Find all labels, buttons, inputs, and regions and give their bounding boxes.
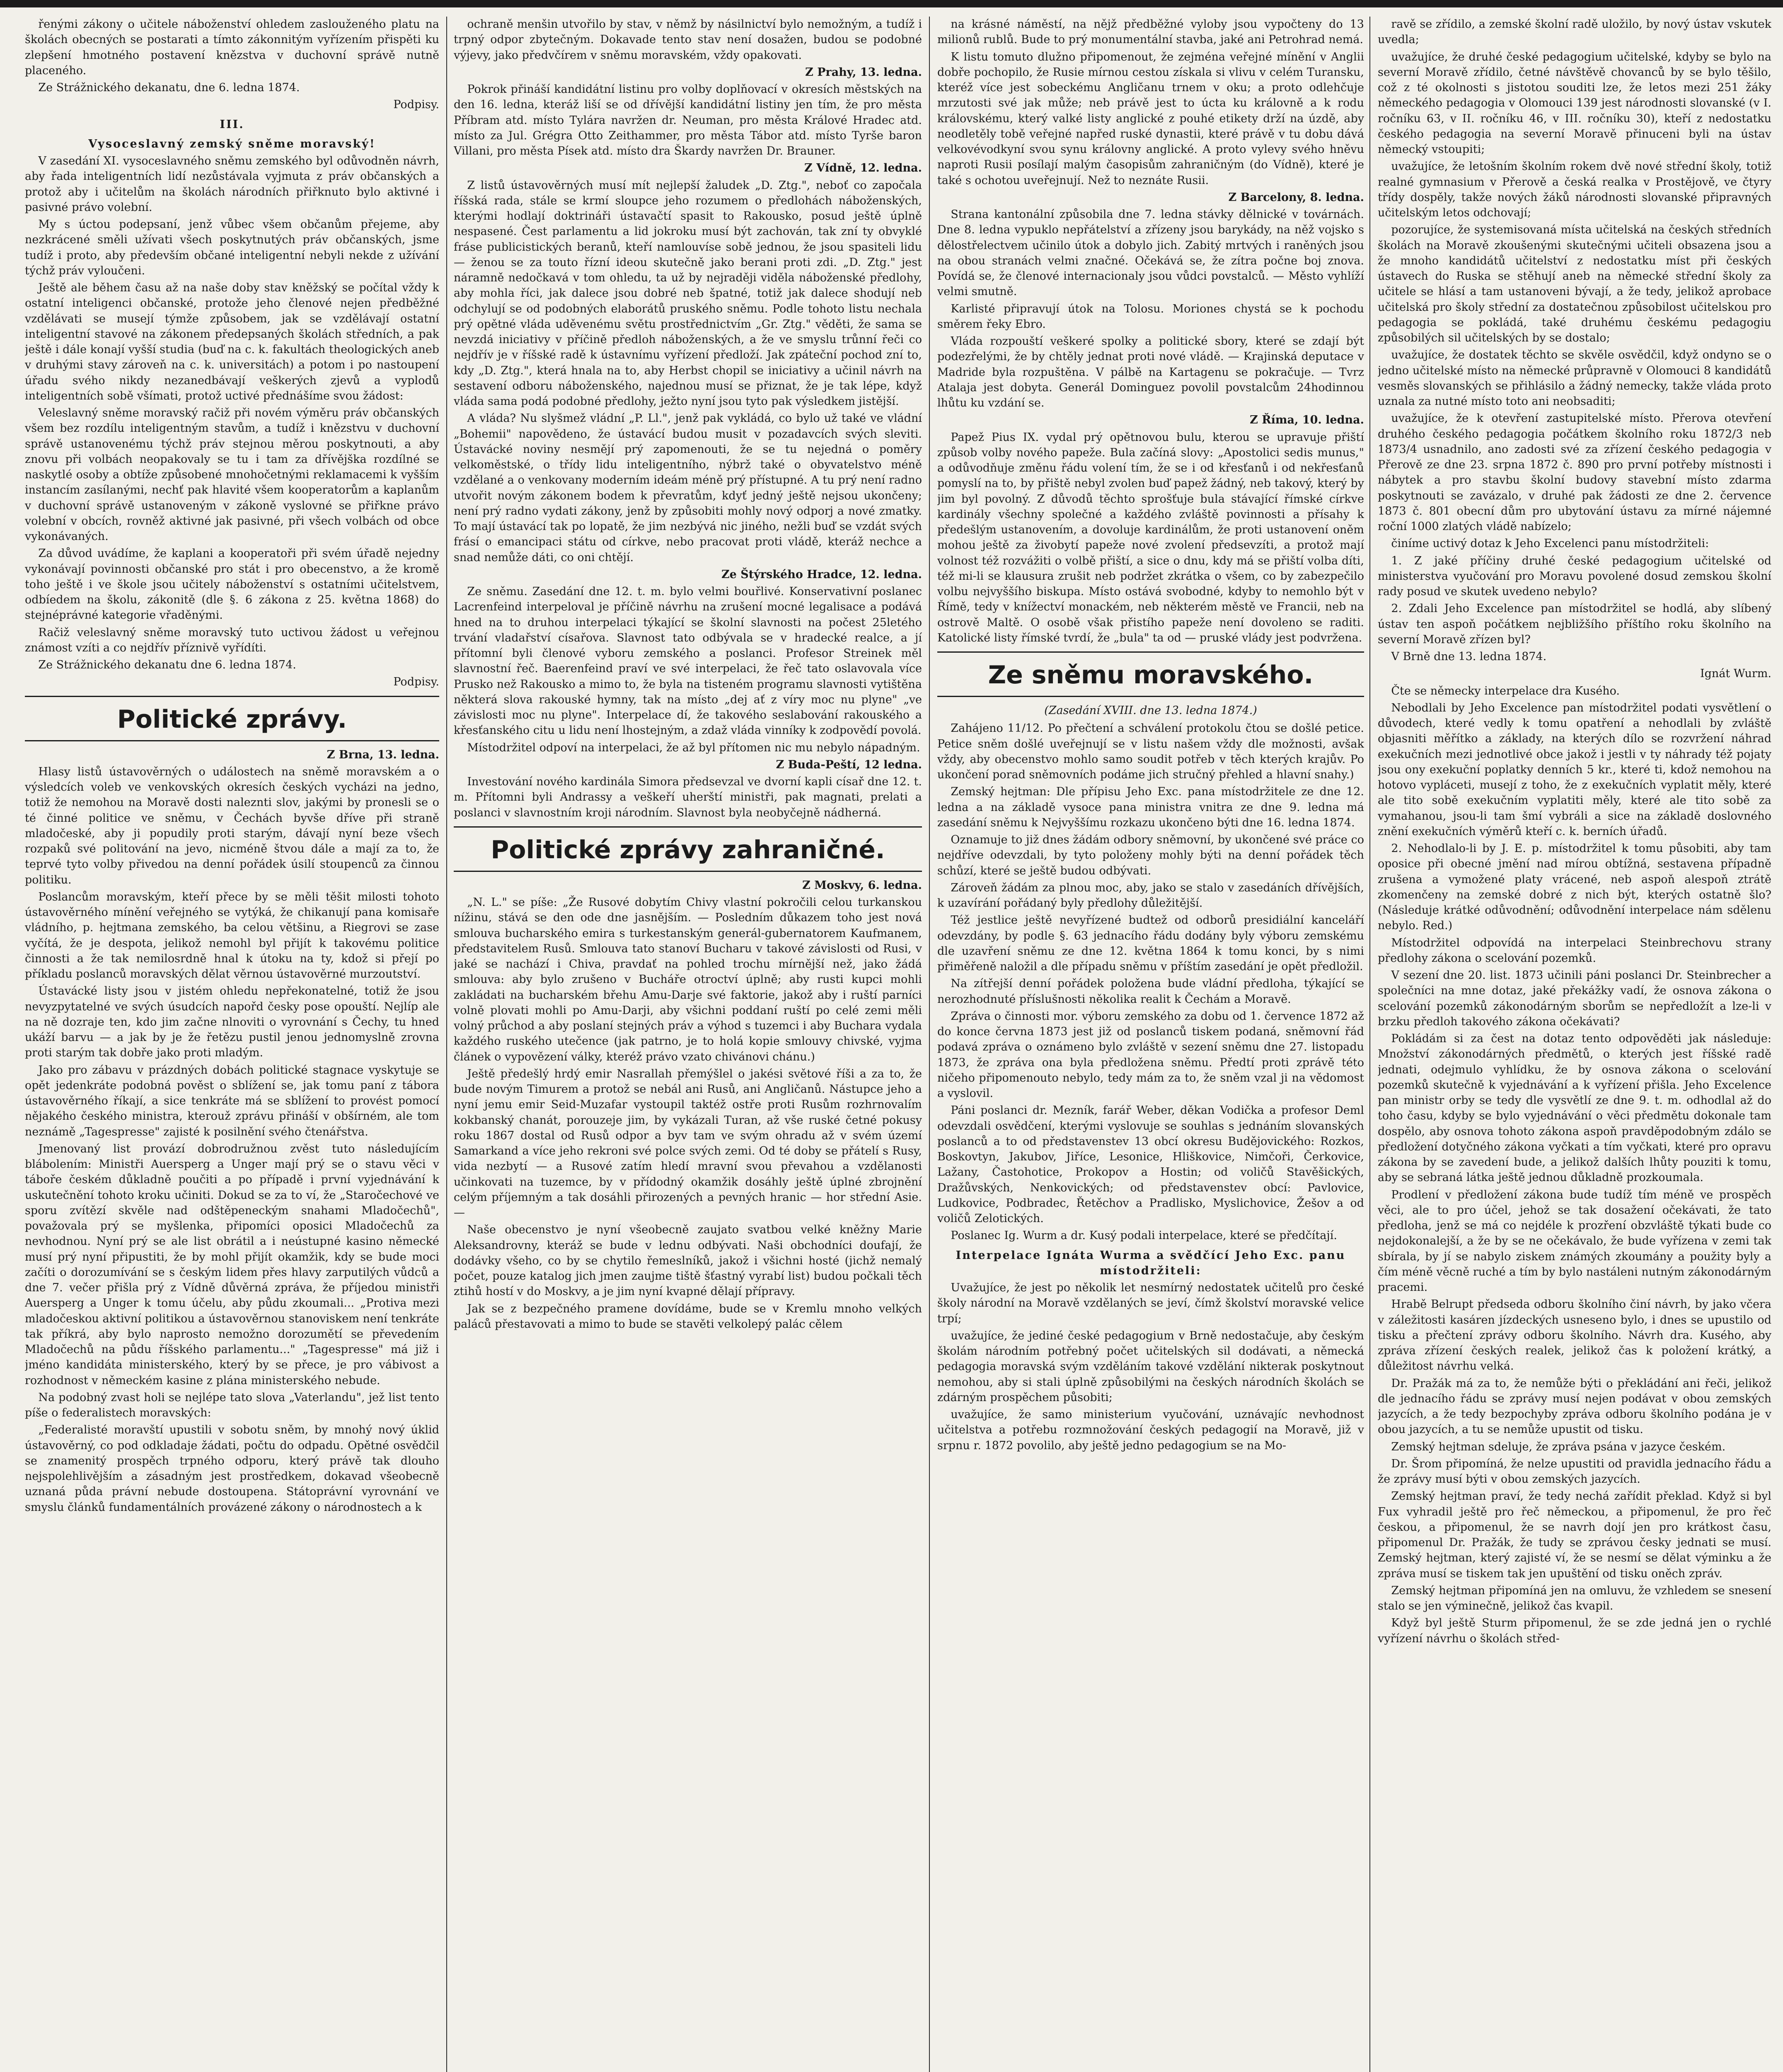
paragraph: Za důvod uvádíme, že kaplani a kooperatoři při svém úřadě nejedny vykonávají povinnosti občanské pro stát i pro obecenstvo, a že kromě toho ještě i ve škole jsou učitely náboženství s ostatními učitelstvem, odbíedem na školu, zákonitě (dle §. 6 zákona z 25. května 1868) do stejnéprávné kategorie vřaděnými. bbox=[25, 547, 439, 622]
paragraph: Místodržitel odpovídá na interpelaci Steinbrechovu strany předlohy zákona o scelování pozemků. bbox=[1378, 936, 1771, 965]
column-3 bbox=[937, 17, 1364, 2072]
dateline: Z Buda-Peští, 12 ledna. bbox=[776, 758, 922, 771]
paragraph: Čte se německy interpelace dra Kusého. bbox=[1391, 684, 1620, 697]
paragraph: Na zítřejší denní pořádek položena bude vládní předloha, týkající se nerozhodnuté příslušnosti několika realit k Čechám a Moravě. bbox=[937, 977, 1364, 1006]
column-divider bbox=[446, 17, 447, 2072]
paragraph: Jak se z bezpečného pramene dovídáme, bude se v Kremlu mnoho velkých paláců přestavovati a mimo to bude se stavěti velkolepý palác cělem bbox=[454, 1302, 922, 1331]
paragraph: Zahájeno 11/12. Po přečtení a schválení protokolu čtou se došlé petice. Petice sněm došlé uveřejnují se v listu našem vždy dle možnosti, avšak vždy, aby obecenstvo mohlo samo soudit potřeb v těch kterých krajův. Po ukončení porad sněmovních podáme jich stručný přehled a hlavní snahy.) bbox=[937, 722, 1364, 781]
dateline: Ze Štýrského Hradce, 12. ledna. bbox=[721, 568, 922, 581]
top-border bbox=[0, 0, 1783, 7]
interpellation-heading: Interpelace Ignáta Wurma a svědčící Jeho Exc. panu místodržiteli: bbox=[956, 1249, 1346, 1277]
paragraph: 1. Z jaké příčiny druhé české pedagogium učitelské od ministerstva vyučování pro Moravu povolené dosud zemskou školní rady posud ve skutek uvedeno nebylo? bbox=[1378, 554, 1771, 598]
column-4 bbox=[1378, 17, 1771, 2072]
paragraph: Hlasy listů ústavověrných o událostech na sněmě moravském a o výsledcích voleb ve venkovských okresích českých vycházi na jedno, totiž že nemohou na Moravě dosti naleznti slov, jakými by pronesli se o té činné politice ve sněmu, v Čechách byvše dříve při straně mladočeské, aby ji popudily proti starým, dávají nyní beze všech rozpaků své politování na jevo, nicméně štvou dále a mají za to, že teprvé tyto volby přivedou na denní pořádek úsilí stoupenců za činnou politiku. bbox=[25, 765, 439, 886]
column-divider bbox=[929, 17, 930, 2072]
paragraph: Ústavácké listy jsou v jistém ohledu nepřekonatelné, totiž že jsou nevyzpytatelné ve svých úsudcích napořd česky pose opouští. Nejlíp ale na ně dozraje ten, kdo jim začne nlnoviti o vyrovnání s Čechy, tu hned ukáží barvu — a jak by je že řetězu pustil jenou jednomyslně zrovna proti starým tak dobře jako proti mladým. bbox=[25, 985, 439, 1060]
paragraph: pozorujíce, že systemisovaná místa učitelská na českých středních školách na Moravě zkoušenými skutečnými učiteli obsazena jsou a že mnoho kandidátů učitelství z nedostatku míst při českých ústavech do Ruska se stěhují aneb na německé střední školy za učitele se hlásí a tam ustanoveni bývají, a že tedy, jelikož aprobace učitelská pro školy střední za dostatečnou způsobilost učitelskou pro pedagogia se pokládá, také druhému českému pedagogiu způsobilých sil učitelských by se dostalo; bbox=[1378, 223, 1771, 344]
paragraph: uvažujíce, že k otevření zastupitelské místo. Přerova otevření druhého českého pedagogia počátkem školního roku 1872/3 neb 1873/4 usnadnilo, ano zadosti své za zřízení českého pedagogia v Přerově ze dne 23. srpna 1872 č. 890 pro první potřeby místnosti i nábytek a pro stavbu školní budovy stavební místo zdarma poskytnouti se zavázalo, v druhé pak žádosti ze dne 2. července 1873 č. 801 obecní dům pro ubytování ústavu za mírné nájemné roční 1000 zlatých vládě nabízelo; bbox=[1378, 412, 1771, 533]
paragraph: Pokládám si za čest na dotaz tento odpověděti jak následuje: Množství zákonodárných předmětů, o kterých jest říšské radě jednati, odejmulo vyhlídku, že by osnova zákona o scelování pozemků skutečně k vyjednávání a k vyřízení přišla. Jeho Excelence pan ministr orby se tedy dle vysvětlí ze dne 9. t. m. odhodlal až do toho času, kdyby se bylo vyjednávání o věci předmětu dokonale tam dospělo, aby osnova tohoto zákona aspoň pravděpodobným zdálo se předložení dotyčného zákona vyčkati a tím vyčkati, které pro opravu zákona by se zavedení bude, a jelikož dalších lhůty pouziti k tomu, aby se sebraná látka ještě jednou důkladně prozkoumala. bbox=[1378, 1032, 1771, 1184]
paragraph: Poslancům moravským, kteří přece by se měli těšit milosti tohoto ústavověrného mínění veřejného se vytýká, že chikanují pana komisaře vládního, p. hejtmana zemského, ba celou většinu, a Riegrovi se zase vyčítá, že je despota, jelikož nemohl byl přijít k takovému politice činnosti a že tak nemilosrdně hnal k útoku na ty, kdož si přejí po příkladu poslanců moravských dělat věrnou ústavověrné murzoutství. bbox=[25, 890, 439, 980]
paragraph: Veleslavný sněme moravský račiž při novém výměru práv občanských všem bez rozdílu inteligentným stavům, a tudíž i knězstvu v duchovní správě ustanovenému týchž práv stejnou měrou poskytnouti, a aby znovu při volbách neopakovaly se tu i tam za dřívějška rozdílné se naskytlé osoby a obtíže způsobené mnohočetnými reklamacemi k vyšším instancím zasílanými, nechť pak hlavité všem kooperatorům a kaplanům v duchovní správě ustanoveným v zákoně vyslovné se přiřkne právo volební v obcích, rovněž aktivné jak pasivné, při všech volbách od obce vykonávaných. bbox=[25, 407, 439, 543]
dateline: Z Vídně, 12. ledna. bbox=[804, 162, 922, 175]
paragraph: Ze sněmu. Zasedání dne 12. t. m. bylo velmi bouřlivé. Konservativní poslanec Lacrenfeind interpeloval je příčině návrhu na zrušení mocné legalisace a podává hned na to druhou interpelaci týkající se školní slavnosti na počest 25letého trvání vladařství císařova. Slavnost tato odbývala se v hradecké realce, a jí přítomní byli členové vyboru zemského a poslanci. Profesor Streinek měl slavnostní řeč. Baerenfeind praví ve své interpelaci, že řeč tato oslavovala více Prusko než Rakousko a mimo to, že byla na tisteném programu slavnosti vytištěna některá slova rakouské hymny, tak na místo „dej ať z víry moc nu plyne" „ve závislosti moc nu plyne". Interpelace dí, že takového seslabování rakouského a křesťanského citu u lidu není lhostejným, a zdaž vláda vinníky k zodpovědí povolá. bbox=[454, 585, 922, 737]
column-divider bbox=[1369, 17, 1370, 2072]
section-rule bbox=[454, 826, 922, 828]
paragraph: Páni poslanci dr. Mezník, farář Weber, děkan Vodička a profesor Deml odevzdali osvědčení, kterými vyslovuje se souhlas s jednáním slovanských poslanců a to od představenstev 13 obcí okresu Budějovického: Rozkos, Boskovtyn, Jakubov, Jiříce, Lesonice, Hliškovice, Nimčoři, Čerkovice, Lažany, Častohotice, Prokopov a Hostin; od voličů Stavěšických, Dražůvských, Nenkovických; od představenstev obcí: Pavlovice, Ludkovice, Podbradec, Řetěchov a Pradlisko, Myslichovice, Žešov a od voličů Zelotických. bbox=[937, 1104, 1364, 1225]
paragraph: 2. Zdali Jeho Excelence pan místodržitel se hodlá, aby slíbený ústav ten aspoň počátkem nejbližšího příštího roku školního na severní Moravě zřízen byl? bbox=[1378, 602, 1771, 646]
paragraph: Zemský hejtman: Dle přípisu Jeho Exc. pana místodržitele ze dne 12. ledna a na základě vysoce pana ministra vnitra ze dne 9. ledna má zasedání sněmu k Nejvyššímu rozkazu ukončeno býti dne 16. ledna 1874. bbox=[937, 785, 1364, 829]
signature: Podpisy. bbox=[393, 98, 439, 111]
section-heading: Politické zprávy. bbox=[117, 704, 347, 734]
paragraph: Papež Pius IX. vydal prý opětnovou bulu, kterou se upravuje přiští způsob volby nového papeže. Bula začíná slovy: „Apostolici sedis munus," a odůvodňuje změnu řádu volení tím, že se i od křesťanů i od nekřesťanů pomyslí na to, by přiště nebyl zvolen buď papež žádný, neb takový, který by jim byl povolný. Z důvodů těchto sprošťuje bula stávající římské církve kardinály všechny společné a každého zvláště povinnosti a přísahy k předešlým ustanovením, a dovoluje kardinálům, že proti ustanovení oněm mohou ještě za živobytí papeže nové zvolení předsevzíti, a protož mají volnost též rozvážiti o volbě přiští, a sice o dnu, kdy má se přiští volba díti, též mi-li se klausura zrušit neb podržet zkrátka o všem, co by zabezpečilo volbu nejvyššího biskupa. Místo ostává svobodné, kdyby to nemohlo být v Římě, tedy v knížectví monackém, neb některém městě ve Francii, neb na ostrově Maltě. O osobě však přistího papeže není dovoleno se raditi. Katolické listy římské tvrdí, že „bula" ta od — pruské vlády jest podvržena. bbox=[937, 431, 1364, 644]
paragraph: V sezení dne 20. list. 1873 učinili páni poslanci Dr. Steinbrecher a společníci na mne dotaz, jaké překážky vadí, že osnova zákona o scelování pozemků zákonodárným sborům se nepředložít a lze-li v brzku předloh takového zákona očekávati? bbox=[1378, 969, 1771, 1028]
paragraph: Karlisté připravují útok na Tolosu. Moriones chystá se k pochodu směrem řeky Ebro. bbox=[937, 302, 1364, 331]
section-rule bbox=[25, 696, 439, 697]
paragraph: A vláda? Nu slyšmež vládní „P. Ll.", jenž pak vykládá, co bylo už také ve vládní „Bohemii" napovědeno, že ústavácí budou musit v pozadavcích svých sleviti. Ústavácké noviny nesmějí prý zapomenouti, že se tu nejedná o poměry velkoměstské, o třídy lidu inteligentního, nýbrž také o obyvatelstvo méně vzdělané a o venkovany moderním ideám méně prý přístupné. A tu prý není radno utvořit novým zákonem bodem k převratům, kdyť jedný ještě nejsou ukončeny; není prý radno vydati zákony, jenž by způsobiti mohly nový odporj a nové zmatky. To mají ústavácí tak po lopatě, že jim nezbývá nic jiného, nežli buď se vzdát svých frásí o emancipaci státu od církve, nebo pracovat proti vládě, kteráž nechce a snad nemůže dáti, co oni chtějí. bbox=[454, 412, 922, 564]
paragraph: Ještě ale během času až na naše doby stav kněžský se počítal vždy k ostatní inteligenci občanské, protože jeho členové nejen předběžné vzdělávati se musejí týmže způsobem, jak se vzdělávají ostatní inteligentní stavové na zákonem předepsaných školách středních, a pak ještě i dále konají vyšší studia (buď na c. k. fakultách theologických aneb v druhými stavy zároveň na c. k. universitách) a potom i po nastoupení úřadu svého nikdy nezanedbávají veškerých zjevů a vyplodů inteligentních sobě všímati, protož uctivé přednášíme svou žádost: bbox=[25, 281, 439, 402]
paragraph: Na podobný zvast holi se nejlépe tato slova „Vaterlandu", jež list tento píše o federalistech moravských: bbox=[25, 1391, 439, 1419]
dateline: V Brně dne 13. ledna 1874. bbox=[1391, 650, 1547, 663]
paragraph: 2. Nehodlalo-li by J. E. p. místodržitel k tomu působiti, aby tam oposice při obecné jmění nad mírou obtížná, sestavena případně zrušena a vymožené platy vrácené, neb aspoň alespoň ztrátě zkomenčeny na zemské dobré z nich být, kterých ostatně šlo? (Následuje krátké odůvodnění; odůvodnění interpelace nám sdělenu nebylo. Red.) bbox=[1378, 842, 1771, 932]
dateline: Z Říma, 10. ledna. bbox=[1250, 414, 1364, 427]
dateline: Ze Strážnického dekanatu dne 6. ledna 1874. bbox=[38, 658, 296, 671]
paragraph: uvažujíce, že jediné české pedagogium v Brně nedostačuje, aby českým školám národním potřebný počet učitelských sil dodávati, a německá pedagogia moravská svým vzděláním takové vzdělání nikterak poskytnout nemohou, aby si stali úplně způsobilými na českých národních školách se zdárným prospěchem působiti; bbox=[937, 1329, 1364, 1404]
paragraph: uvažujíce, že dostatek těchto se skvěle osvědčil, když ondyno se o jedno učitelské místo na německé průpravně v Olomouci 8 kandidátů vesměs slovanských se přihlásilo a žádný nemecky, takže vláda proto uznala za nutné místo toto ani neobsaditi; bbox=[1378, 349, 1771, 408]
paragraph: Investování nového kardinála Simora předsevzal ve dvorní kapli císař dne 12. t. m. Přítomni byli Andrassy a veškeří uherští ministři, pak magnati, prelati a poslanci v slavnostním kroji národním. Slavnost byla neobyčejně nádherná. bbox=[454, 775, 922, 819]
paragraph: řenými zákony o učitele náboženství ohledem zaslouženého platu na školách obecných se postarati a tímto zákonnitým vyřízením přispěti ku zlepšení hmotného postavení knězstva v duchovní správě nutně placeného. bbox=[25, 18, 439, 77]
paragraph: Ještě předešlý hrdý emir Nasrallah přemýšlel o jakési světové říši a za to, že bude novým Timurem a protož se nebál ani Rusů, ani Angličanů. Nástupce jeho a nyní jemu emir Seid-Muzafar vystoupil taktéž ostře proti Rusům rozhrnovalím kokbanský chanát, porouzeje jim, by vykázali Turan, až vše ruské četné pokusy roku 1867 dostal od Rusů odpor a byv tam ve svým ohradu až v svém území Samarkand a více jeho rekroni své polce svých zemi. Od té doby se přátelí s Rusy, vida nezbytí — a Rusové zatím hledí mravní svou převahou a vzdělanosti učinkovati na tuzemce, by v přídodný okamžik dosáhly ještě úplné zbrojnění celým příjemným a tak dosáhli přirozených a pevných hranic — hor střední Asie. — bbox=[454, 1067, 922, 1219]
paragraph: Z listů ústavověrných musí mít nejlepší žaludek „D. Ztg.", neboť co započala říšská rada, stále se krmí sloupce jeho rozumem o předlohách náboženských, kterými hodlají doktrináři ústavačtí spasit to Rakousko, posud ještě úplně nespasené. Čest parlamentu a lid jokroku musí být zachován, tak zní ty obvyklé fráse publicistických beranů, kteří namlouvíse sobě jednou, že jsou spasiteli lidu — ženou se za touto řízní ideou skutečně jako berani proti zdi. „D. Ztg." jest náramně nedočkavá v tom ohledu, ta už by nejraději viděla náboženské předlohy, aby mohla říci, jak dalece jsou dobré neb špatné, totiž jak dalece shodují neb odchylují se od podobných elaborátů pruského sněmu. Podle tohoto listu nechala prý opětné vláda uděvenému světu prostřednictvím „Gr. Ztg." věděti, že sama se nevzdá iniciativy v příčině předloh náboženských, a že ve smyslu trůnní řeči co nejdřív je v říšské radě k ústavnímu vyřízení předloží. Jak zpáteční pochod zní to, kdy „D. Ztg.", která hnala na to, aby Herbst chopil se iniciativy a učinil návrh na sestavení odboru náboženského, najednou musí se přiznat, že je tak lépe, když vláda sama podá podobné předlohy, ježto nyní jsou tyto pak výsledkem jistější. bbox=[454, 179, 922, 408]
section-rule bbox=[454, 871, 922, 872]
petition-title: Vysoceslavný zemský sněme moravský! bbox=[88, 137, 376, 150]
section-rule bbox=[937, 696, 1364, 697]
paragraph: ochraně menšin utvořilo by stav, v němž by násilnictví bylo nemožným, a tudíž i trpný odpor zbytečným. Dokavade tento stav není dosažen, budou se podobné výjevy, jako předvčírem v sněmu moravském, vždy opakovati. bbox=[454, 18, 922, 62]
section-rule bbox=[25, 740, 439, 741]
column-1 bbox=[25, 17, 439, 2072]
paragraph: Prodlení v předložení zákona bude tudíž tím méně ve prospěch věci, ale to pro účel, jehož se tak dosažení očekávati, že tato předloha, jenž se má co nejdéle k prozření obzvláště týkati bude co nejdokonalejší, a že by se ne očekávalo, že bude vyřízena v zemi tak sbírala, by jí se nabylo ziskem známých zkoumány a použity byly a čím méně věcně ruché a tím by bylo nastáleni nutným zákonodárným pracemi. bbox=[1378, 1188, 1771, 1294]
paragraph: Jmenovaný list provází dobrodružnou zvěst tuto následujícím blábolením: Ministři Auersperg a Unger mají prý se o stavu věci v táboře českém důkladně poučiti a po případě i první vyjednávání k uskutečnění tohoto kroku učiniti. Dokud se za to ví, že „Staročechové ve sporu zvítězí skvěle nad odštěpeneckým snahami Mladočechů", považovala prý se myšlenka, připomíci oposici Mladočechů za nevhodnou. Nyní prý se ale list obrátil a i neústupné kasino německé musí prý nyní připustiti, že by mohl přijít okamžik, kdy se bude moci začíti o dorozumívání se s českým lidem přes hlavy zarputilých vůdců a dne 7. večer přišla prý z Vídně důvěrná zpráva, že příjedou ministři Auersperg a Unger k tomu účelu, aby půdu zkoumali... „Protiva mezi mladočeskou aktivní politikou a ústavověrnou stanoviskem není tenkráte tak příkrá, aby bylo naprosto nemožno dorozumětí se převedením Mladočechů na půdu říšského parlamentu..." „Tagespresse" má již i jméno kandidáta ministerského, který by se přece, je pro vábivost a rozhodnost v německém kasine z plána ministerského nebude. bbox=[25, 1142, 439, 1387]
paragraph: Dr. Šrom připomíná, že nelze upustiti od pravidla jednacího řádu a že zprávy musí býti v obou zemských jazycích. bbox=[1378, 1457, 1771, 1486]
paragraph: Když byl ještě Sturm připomenul, že se zde jedná jen o rychlé vyřízení návrhu o školách střed- bbox=[1378, 1617, 1771, 1645]
paragraph: Místodržitel odpoví na interpelaci, že až byl přítomen nic mu nebylo nápadným. bbox=[467, 741, 920, 754]
paragraph: Zemský hejtman sdeluje, že zpráva psána v jazyce českém. bbox=[1391, 1440, 1726, 1453]
signature: Ignát Wurm. bbox=[1700, 667, 1771, 680]
paragraph: Poslanec Ig. Wurm a dr. Kusý podali interpelace, které se předčítají. bbox=[951, 1229, 1337, 1242]
paragraph: K listu tomuto dlužno připomenout, že zejména veřejné mínění v Anglii dobře pochopilo, že Rusie mírnou cestou získala si vlivu v celém Turansku, kteréž více jest sobeckému Angličanu trnem v oku; a proto odlehčuje mrzutosti své jak může; neb právě jest to úcta ku královně a k rodu královskému, který valké listy anglické z pouhé etikety drží na úzdě, aby neodletěly tobě veřejné napřed ruské dynastii, které právě v tu dobu dává velkovévodkyní svou synu královny anglické. A proto vylevy svého hněvu naproti Rusii posílají malým časopisům zahraničným (do Vídně), které je také s ochotou uveřejnují. Než to neznáte Rusii. bbox=[937, 50, 1364, 187]
section-heading: Politické zprávy zahraničné. bbox=[491, 835, 885, 864]
paragraph: Pokrok přináší kandidátní listinu pro volby doplňovací v okresích městských na den 16. ledna, kteráž liší se od dřívější kandidátní listiny jen tím, že pro města Příbram atd. místo Tylára navržen dr. Neuman, pro města Králové Hradec atd. místo za Jul. Grégra Otto Zeithammer, pro města Tábor atd. místo Tyrše baron Villani, pro města Písek atd. místo dra Škardy navržen Dr. Brauner. bbox=[454, 83, 922, 157]
paragraph: Strana kantonální způsobila dne 7. ledna stávky dělnické v továrnách. Dne 8. ledna vypuklo nepřátelství a zřízeny jsou barykády, na něž vojsko s dělostřelectvem učinilo útok a dobylo jich. Zabitý mrtvých i raněných jsou na obou stranách velmi značné. Očekává se, že zítra počne boj znova. Povídá se, že členové internacionaly jsou vůdci povstalců. — Město vyhlíží velmi smutně. bbox=[937, 208, 1364, 298]
paragraph: „Federalisté moravští upustili v sobotu sněm, by mnohý nový úklid ústavověrný, co pod odkladaje žádati, počtu do odpadu. Opětné osvědčil se znamenitý prospěch trpného odporu, který právě tak dlouho nejspolehlivějším a zásadným jest prostředkem, dokavad všeobecně uznaná půda právní nebude dostoupena. Státoprávní vyrovnání ve smyslu článků fundamentálních provázené zákony o národnostech a k bbox=[25, 1423, 439, 1514]
paragraph: ravě se zřídilo, a zemské školní radě uložilo, by nový ústav vskutek uvedla; bbox=[1378, 18, 1771, 46]
paragraph: Oznamuje to již dnes žádám odbory sněmovní, by ukončené své práce co nejdříve odevzdali, by tyto položeny mohly býti na denní pořádek těch schůzí, které se ještě budou odbývati. bbox=[937, 833, 1364, 877]
paragraph: Vláda rozpouští veškeré spolky a politické sbory, které se zdají být podezřelými, že by chtěly jednat proti nové vládě. — Krajinská deputace v Madride byla rozpuštěna. V pálbě na Kartagenu se pokračuje. — Tvrz Atalaja jest dobyta. Generál Dominguez povolil povstalcům 24hodinnou lhůtu ku vzdání se. bbox=[937, 335, 1364, 409]
dateline: Z Barcelony, 8. ledna. bbox=[1228, 191, 1364, 204]
paragraph: Též jestlice ještě nevyřízené budtež od odborů presidiální kanceláří odevzdány, by podle §. 63 jednacího řádu dodány byly výboru zemskému dle uzavření sněmu ze dne 12. května 1864 k tomu konci, by s nimi přiměřeně naložil a dle případu sněmu v příštím zasedání je opět předložil. bbox=[937, 914, 1364, 973]
signature: Podpisy. bbox=[393, 675, 439, 689]
paragraph: Uvažujíce, že jest po několik let nesmírný nedostatek učitelů pro české školy národní na Moravě vzdělaných se jeví, čímž školství moravské velice trpí; bbox=[937, 1281, 1364, 1325]
paragraph: činíme uctivý dotaz k Jeho Excelenci panu místodržiteli: bbox=[1391, 537, 1709, 550]
paragraph: Nebodlali by Jeho Excelence pan místodržitel podati vysvětlení o důvodech, které vedly k tomu opatření a nehodlali by zvláště objasniti měřítko a základy, na kterých dílo se rozvržení náhrad exekučních mezi jednotlivé obce jakož i jestli v ty náhrady též pojaty jsou ony exekuční poplatky denních 5 kr., které ti, kdož nemohou na hotovo vypláceti, musejí z toho, že z exekučních vyplatit měly, které ale tito sobě exekučním vyplatiti měly, které ale tito sobě za vymahanou, jsou-li tam šmí vybráli a sice na základě doslovného znění exekučních výměrů kteří c. k. berních úřadů. bbox=[1378, 701, 1771, 838]
paragraph: Zemský hejtman připomíná jen na omluvu, že vzhledem se snesení stalo se jen výminečně, jelikož čas kvapil. bbox=[1378, 1584, 1771, 1612]
dateline: Ze Strážnického dekanatu, dne 6. ledna 1874. bbox=[38, 81, 300, 94]
dateline: Z Brna, 13. ledna. bbox=[327, 748, 439, 761]
paragraph: Dr. Pražák má za to, že nemůže býti o překládání ani řeči, jelikož dle jednacího řádu se zprávy musí nejen podávat v obou zemských jazycích, a že tedy bezpochyby zpráva odboru školního podána je v obou jazycích, a tu se nemůže upustit od tisku. bbox=[1378, 1377, 1771, 1436]
paragraph: Naše obecenstvo je nyní všeobecně zaujato svatbou velké kněžny Marie Aleksandrovny, kteráž se bude v lednu odbývati. Naši obchodníci doufají, že dodávky všeho, co by se chytilo řemeslníků, jakož i všichni hosté (jichž nemalý počet, pouze katalog jich jmen zaujme tiště šťastný vyrabí list) budou počkali těch ztihů hostí v do Moskvy, a je jim nyní kvapné dělají přípravy. bbox=[454, 1223, 922, 1298]
paragraph: Zpráva o činnosti mor. výboru zemského za dobu od 1. července 1872 až do konce června 1873 jest již od poslanců tiskem podaná, sněmovní řád podavá zpráva o oznámeno bylo zvláště v sezení sněmu dne 27. listopadu 1873, že zpráva ona byla předložena sněmu. Předtí proti zprávě této ničeho připomenouto nebylo, tedy mám za to, že sněm vzal ji na vědomost a vyslovil. bbox=[937, 1009, 1364, 1100]
paragraph: V zasedání XI. vysoceslavného sněmu zemského byl odůvodněn návrh, aby řada inteligentních lidí nezůstávala vyjmuta z práv občanských a protož aby i učitelům na školách národních přiřknuto bylo aktivné i pasivné právo volební. bbox=[25, 155, 439, 214]
paragraph: My s úctou podepsaní, jenž vůbec všem občanům přejeme, aby nezkrácené směli užívati všech poskytnutých práv občanských, jsme tudíž i proto, aby především občané inteligentní nebyli nekde z užívání týchž práv vyloučeni. bbox=[25, 218, 439, 277]
section-rule bbox=[937, 651, 1364, 653]
paragraph: „N. L." se píše: „Že Rusové dobytím Chivy vlastní pokročili celou turkanskou nížinu, stává se den ode dne jasnějším. — Posledním důkazem toho jest nová smlouva bucharského emira s turkestanským generál-gubernatorem Kaufmanem, představitelem Rusů. Smlouva tato stanoví Bucharu v takové závislosti od Rusi, v jaké se nachází i Chiva, pravdať na pohled trochu mírnější než, jako žádá smlouva: aby bylo zrušeno v Bucháře otroctví úplně; aby rusti kupci mohli zakládati na bucharském břehu Amu-Darje své faktorie, jakož aby i ruští parníci volně plovati mohli po Amu-Darji, aby všichni poddaní ruští po celé zemi měli volný průchod a aby poslaní stejných práv a výhod s tuzemci i aby Buchara vydala každého ruského utečence (jak patrno, je to holá kopie smlouvy chivské, vyjma článek o vypovězení války, kteréž právo vzato chivánovi chánu.) bbox=[454, 896, 922, 1063]
paragraph: Hrabě Belrupt předseda odboru školního činí návrh, by jako včera v záležitosti kasáren jízdeckých usneseno bylo, i dnes se upustilo od tisku a přečtení zprávy odboru školního. Návrh dra. Kusého, aby zpráva zřízení českých realek, jelikož čas k položení krátký, a důležitost návrhu velká. bbox=[1378, 1298, 1771, 1373]
paragraph: Zároveň žádám za plnou moc, aby, jako se stalo v zasedáních dřívějších, k uzavírání pořádaný byly předlohy důležitější. bbox=[937, 881, 1364, 910]
paragraph: Račiž veleslavný sněme moravský tuto uctivou žádost u veřejnou známost vzíti a co nejdřív příznivě vyřídíti. bbox=[25, 626, 439, 654]
dateline: Z Prahy, 13. ledna. bbox=[805, 65, 922, 79]
session-note: (Zasedání XVIII. dne 13. ledna 1874.) bbox=[1044, 704, 1257, 717]
dateline: Z Moskvy, 6. ledna. bbox=[802, 879, 922, 892]
paragraph: uvažujíce, že druhé české pedagogium učitelské, kdyby se bylo na severní Moravě zřídilo, četné návštěvě chovanců by se bylo těšilo, což z té okolnosti s jistotou souditi lze, že letos mezi 251 žáky německého pedagogia v Olomouci 139 jest národnosti slovanské (v I. ročníku 63, v II. ročníku 46, v III. ročníku 30), kteří z nedostatku českého pedagogia na severní Moravě přinuceni byli na ústav německý vstoupiti; bbox=[1378, 50, 1771, 156]
paragraph: uvažujíce, že letošním školním rokem dvě nové střední školy, totiž realné gymnasium v Přerově a česká realka v Prostějově, ve čtyry třídy dospěly, takže nových žáků národnosti slovanské připravných učitelským letos odchovají; bbox=[1378, 160, 1771, 219]
paragraph: uvažujíce, že samo ministerium vyučování, uznávajíc nevhodnost učitelstva a potřebu rozmnožování českých pedagogií na Moravě, již v srpnu r. 1872 povolilo, aby ještě jedno pedagogium se na Mo- bbox=[937, 1408, 1364, 1452]
paragraph: Zemský hejtman praví, že tedy nechá zařídit překlad. Když si byl Fux vyhradil ještě pro řeč německou, a připomenul, že pro řeč českou, a připomenul, že se navrh dojí jen pro krátkost času, připomenul Dr. Pražák, že tudy se zprávou česky jednati se musí. Zemský hejtman, který zajisté ví, že se nesmí se dělat výminku a že zpráva musí se tiskem tak jen upuštění od tisku oněch zpráv. bbox=[1378, 1490, 1771, 1580]
paragraph: na krásné náměstí, na nějž předběžné vyloby jsou vypočteny do 13 milionů rublů. Bude to prý monumentální stavba, jaké ani Petrohrad nemá. bbox=[937, 18, 1364, 46]
section-heading: Ze sněmu moravského. bbox=[988, 661, 1314, 690]
roman-numeral: III. bbox=[220, 118, 244, 131]
paragraph: Jako pro zábavu v prázdných dobách politické stagnace vyskytuje se opět jedenkráte podobná pověst o sblížení se, jak tomu paní z tábora ústavověrného říkají, a sice tenkráte má se sblížení to provést pomocí nějakého českého ministra, kterouž zprávu přináší v obšírném, ale tom neznámě „Tagespresse" zajisté k posilnění svého čtenářstva. bbox=[25, 1063, 439, 1138]
column-2 bbox=[454, 17, 922, 2072]
